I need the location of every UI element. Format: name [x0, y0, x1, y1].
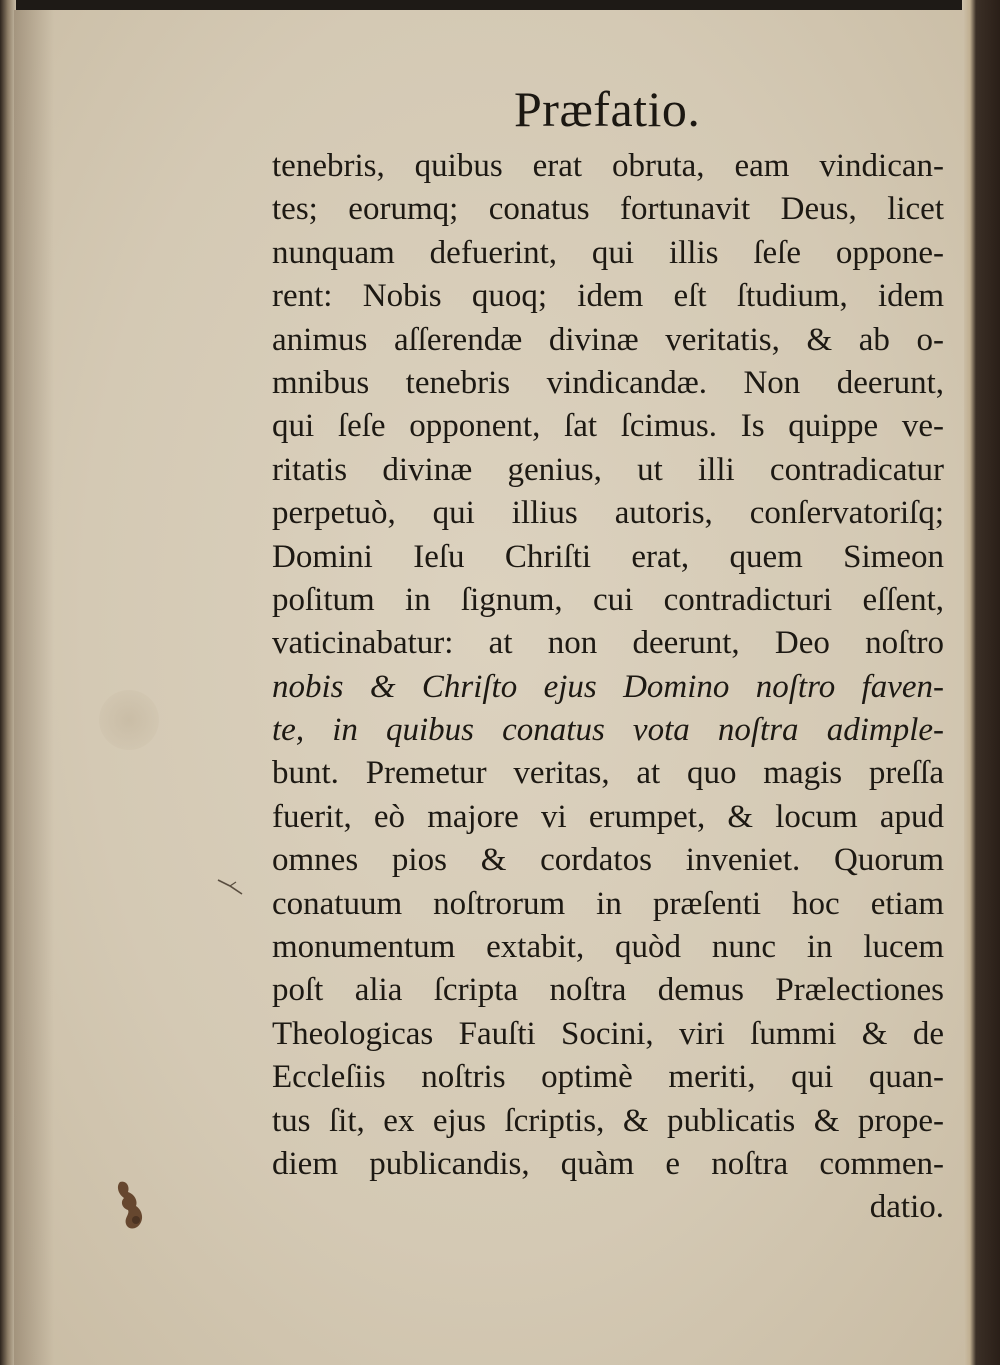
- text-line: vaticinabatur: at non deerunt, Deo noſtro: [272, 625, 944, 662]
- text-line: Theologicas Fauſti Socini, viri ſummi & de: [272, 1015, 944, 1052]
- text-line: fuerit, eò majore vi erumpet, & locum apud: [272, 798, 944, 835]
- gutter-shadow: [14, 10, 54, 1365]
- ink-stain-icon: [114, 1180, 146, 1232]
- text-line: rent: Nobis quoq; idem eſt ſtudium, idem: [272, 278, 944, 315]
- body-text: [272, 145, 944, 1230]
- text-line: Eccleſiis noſtris optimè meriti, qui quan-: [272, 1059, 944, 1096]
- text-line: diem publicandis, quàm e noſtra commen-: [272, 1145, 944, 1182]
- text-line: conatuum noſtrorum in præſenti hoc etiam: [272, 885, 944, 922]
- text-line: qui ſeſe opponent, ſat ſcimus. Is quippe ve-: [272, 408, 944, 445]
- text-line: monumentum extabit, quòd nunc in lucem: [272, 929, 944, 966]
- text-line: omnes pios & cordatos inveniet. Quorum: [272, 842, 944, 879]
- text-line: tes; eorumq; conatus fortunavit Deus, licet: [272, 191, 944, 228]
- book-fore-edge: [962, 0, 1000, 1365]
- text-line: ritatis divinæ genius, ut illi contradicatur: [272, 451, 944, 488]
- running-header: Præfatio.: [514, 81, 701, 137]
- text-line: tenebris, quibus erat obruta, eam vindican-: [272, 148, 944, 184]
- margin-mark-icon: [216, 876, 244, 898]
- catchword: datio.: [869, 1189, 944, 1226]
- text-line: nobis & Chriſto ejus Domino noſtro faven-: [272, 668, 944, 705]
- text-line: poſt alia ſcripta noſtra demus Prælectiones: [272, 972, 944, 1009]
- book-page: [14, 10, 964, 1365]
- paper-smudge: [99, 690, 159, 750]
- text-line: nunquam defuerint, qui illis ſeſe oppone-: [272, 234, 944, 271]
- text-line: te, in quibus conatus vota noſtra adimple-: [272, 712, 944, 749]
- text-line: tus ſit, ex ejus ſcriptis, & publicatis & prope-: [272, 1102, 944, 1139]
- text-line: bunt. Premetur veritas, at quo magis preſſa: [272, 755, 944, 792]
- text-line: mnibus tenebris vindicandæ. Non deerunt,: [272, 364, 944, 401]
- text-line: Domini Ieſu Chriſti erat, quem Simeon: [272, 538, 944, 575]
- text-line: animus aſſerendæ divinæ veritatis, & ab o-: [272, 321, 944, 358]
- text-line: perpetuò, qui illius autoris, conſervatoriſq;: [272, 495, 944, 532]
- text-line: poſitum in ſignum, cui contradicturi eſſent,: [272, 581, 944, 618]
